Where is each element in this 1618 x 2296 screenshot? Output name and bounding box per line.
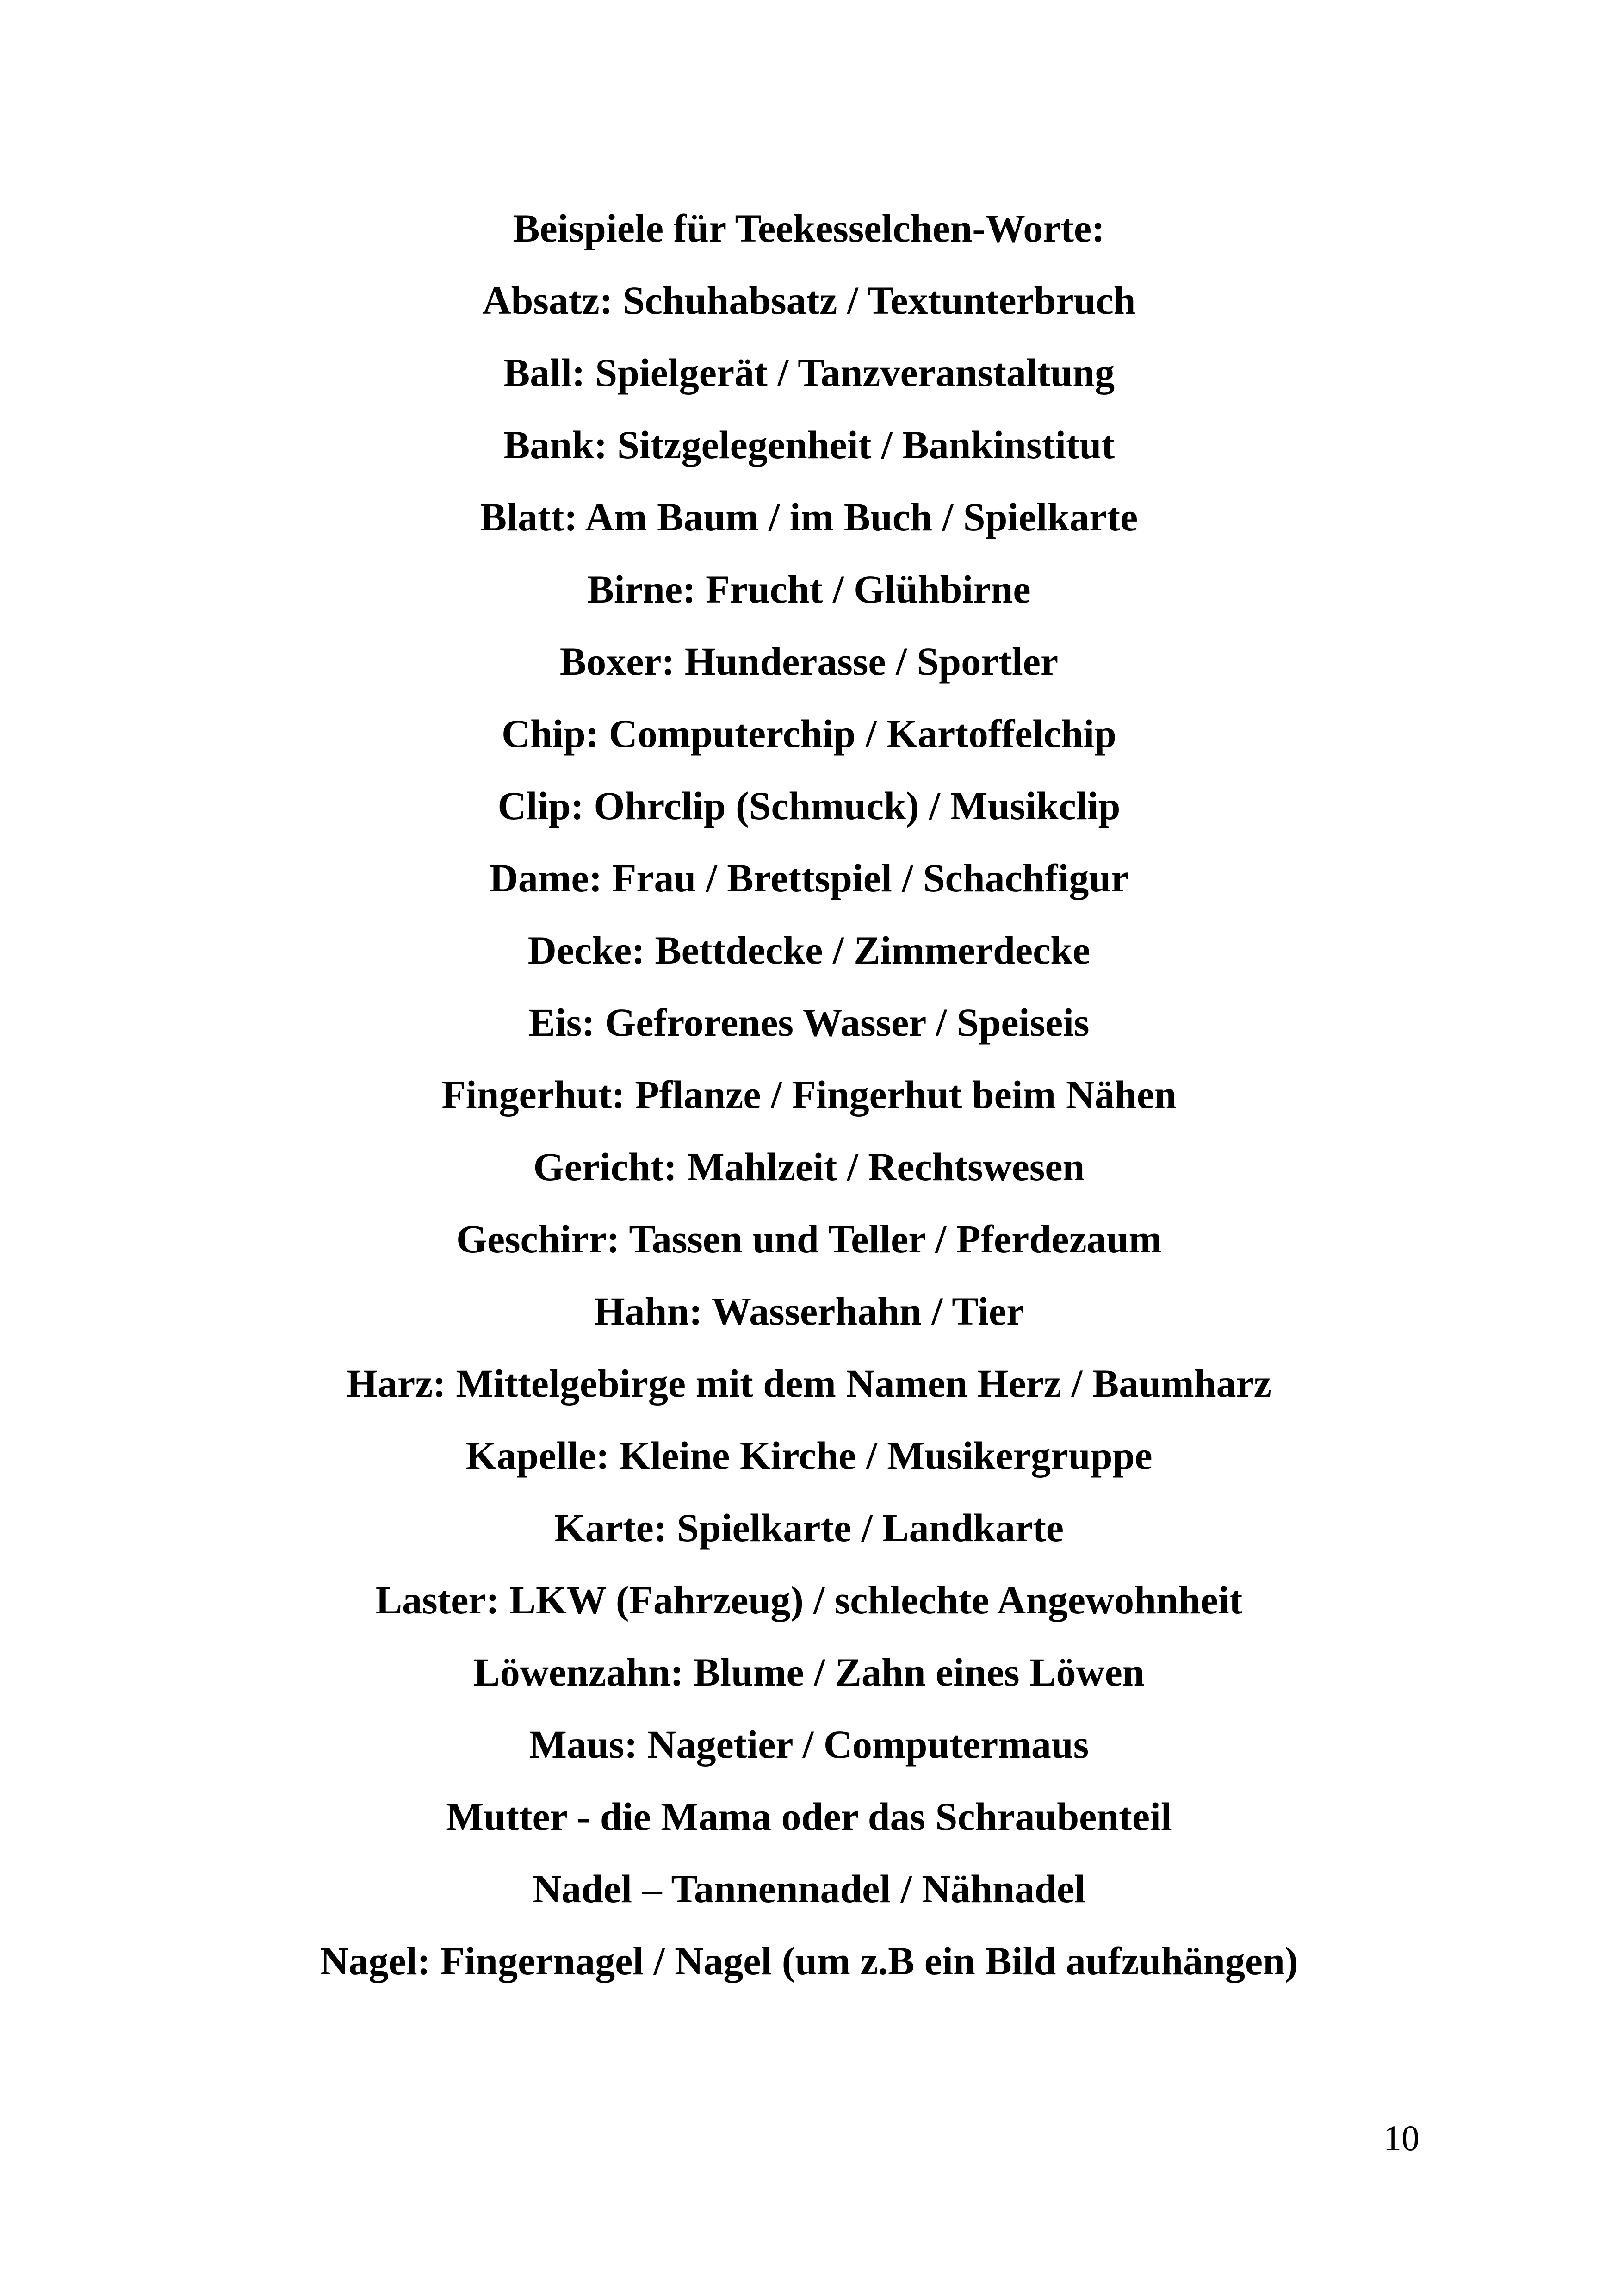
list-heading: Beispiele für Teekesselchen-Worte: bbox=[513, 206, 1105, 250]
list-item: Hahn: Wasserhahn / Tier bbox=[594, 1289, 1024, 1333]
list-item: Bank: Sitzgelegenheit / Bankinstitut bbox=[503, 423, 1115, 467]
page-number: 10 bbox=[1383, 2118, 1420, 2158]
word-list bbox=[0, 192, 1618, 1997]
list-item: Birne: Frucht / Glühbirne bbox=[587, 567, 1031, 611]
list-item: Geschirr: Tassen und Teller / Pferdezaum bbox=[456, 1217, 1162, 1261]
list-item: Decke: Bettdecke / Zimmerdecke bbox=[527, 928, 1091, 972]
list-item: Dame: Frau / Brettspiel / Schachfigur bbox=[489, 856, 1129, 900]
list-item: Gericht: Mahlzeit / Rechtswesen bbox=[533, 1145, 1085, 1189]
list-item: Löwenzahn: Blume / Zahn eines Löwen bbox=[473, 1650, 1145, 1694]
list-item: Boxer: Hunderasse / Sportler bbox=[559, 639, 1059, 684]
list-item: Maus: Nagetier / Computermaus bbox=[529, 1722, 1089, 1767]
list-item: Kapelle: Kleine Kirche / Musikergruppe bbox=[465, 1433, 1153, 1478]
list-item: Laster: LKW (Fahrzeug) / schlechte Angewohnheit bbox=[375, 1578, 1243, 1622]
list-item: Ball: Spielgerät / Tanzveranstaltung bbox=[503, 350, 1115, 395]
list-item: Harz: Mittelgebirge mit dem Namen Herz / Baumharz bbox=[347, 1361, 1271, 1406]
list-item: Karte: Spielkarte / Landkarte bbox=[554, 1506, 1064, 1550]
list-item: Eis: Gefrorenes Wasser / Speiseis bbox=[528, 1000, 1090, 1045]
list-item: Chip: Computerchip / Kartoffelchip bbox=[501, 711, 1116, 756]
list-item: Clip: Ohrclip (Schmuck) / Musikclip bbox=[497, 784, 1121, 828]
list-item: Fingerhut: Pflanze / Fingerhut beim Nähen bbox=[441, 1072, 1177, 1117]
list-item: Nagel: Fingernagel / Nagel (um z.B ein Bild aufzuhängen) bbox=[320, 1939, 1298, 1983]
list-item: Nadel – Tannennadel / Nähnadel bbox=[533, 1867, 1085, 1911]
list-item: Absatz: Schuhabsatz / Textunterbruch bbox=[482, 278, 1136, 323]
list-item: Mutter - die Mama oder das Schraubenteil bbox=[446, 1794, 1172, 1839]
list-item: Blatt: Am Baum / im Buch / Spielkarte bbox=[480, 495, 1138, 539]
